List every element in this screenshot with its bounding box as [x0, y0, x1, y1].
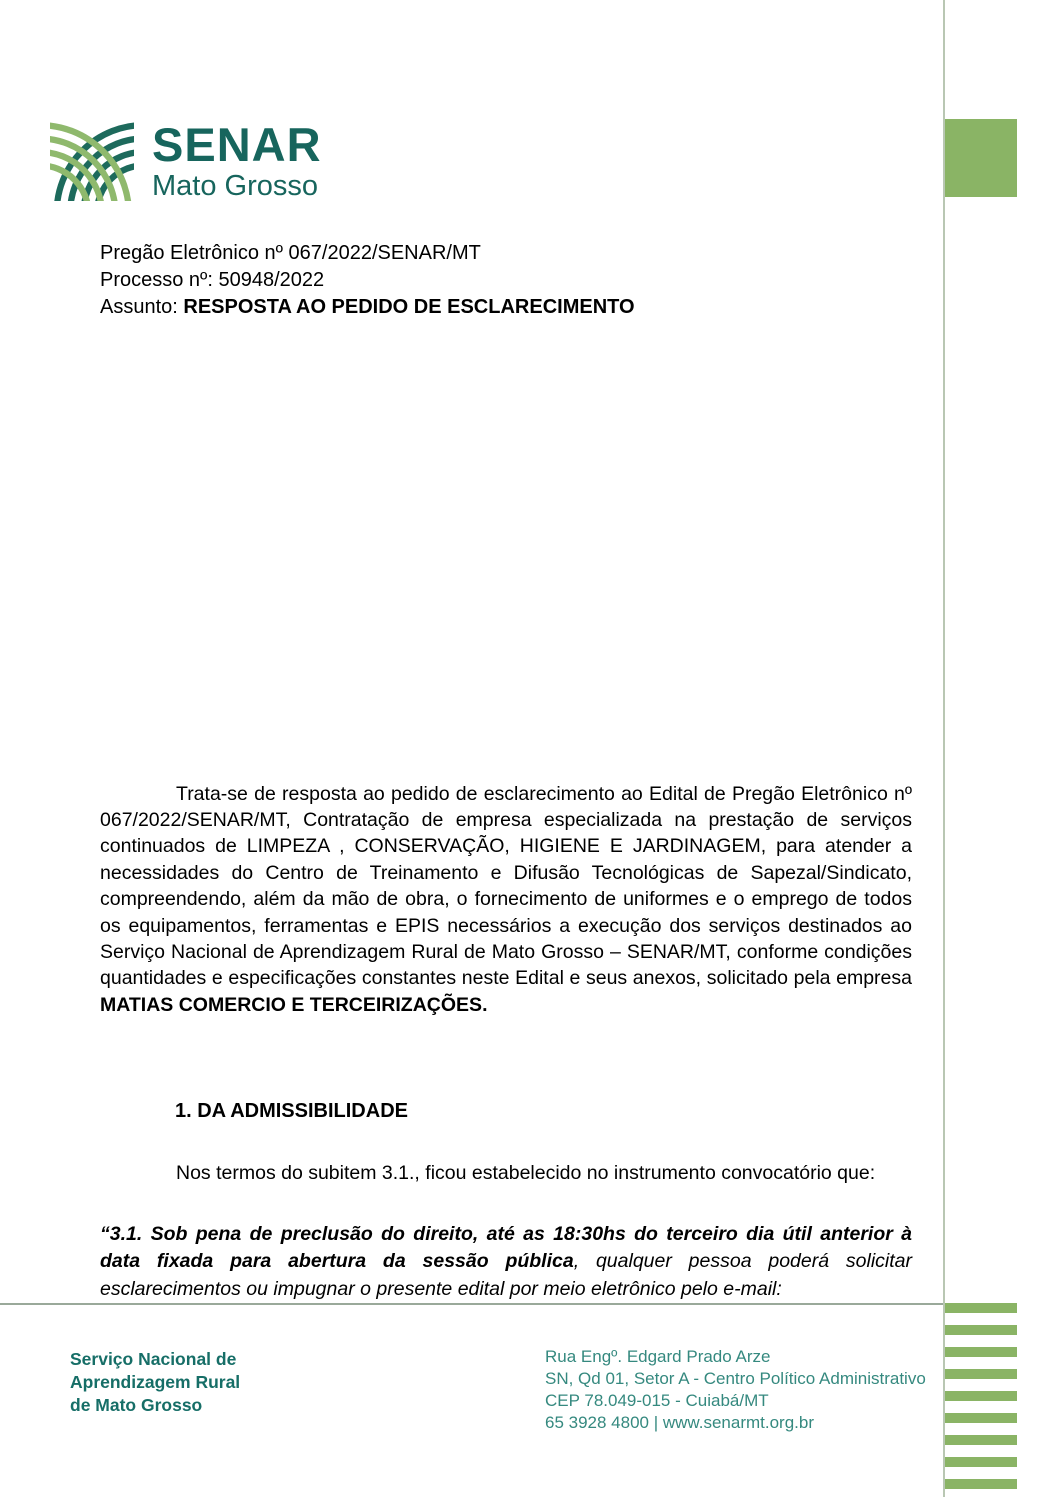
senar-logo	[50, 113, 322, 201]
auction-number-line: Pregão Eletrônico nº 067/2022/SENAR/MT	[100, 242, 481, 264]
subject-line	[100, 294, 635, 321]
intro-text: Trata-se de resposta ao pedido de esclarecimento ao Edital de Pregão Eletrônico nº 067/2022/SENAR/MT, Contratação de empresa especializada na prestação de serviços continuados de LIMPEZA , CONSERVAÇÃO, HIGIENE E JARDINAGEM, para atender a necessidades do Centro de Treinamento e Difusão Tecnológicas de Sapezal/Sindicato, compreendendo, além da mão de obra, o fornecimento de uniformes e o emprego de todos os equipamentos, ferramentas e EPIS necessários a execução dos serviços destinados ao Serviço Nacional de Aprendizagem Rural de Mato Grosso – SENAR/MT, conforme condições quantidades e especificações constantes neste Edital e seus anexos, solicitado pela empresa	[100, 782, 912, 990]
page-accent-line	[943, 0, 945, 1497]
footer-org-line: Serviço Nacional de	[70, 1349, 237, 1369]
subject-label: Assunto:	[100, 296, 184, 318]
accent-green-stripes	[945, 1303, 1017, 1497]
wheat-fan-icon	[50, 113, 134, 201]
requesting-company: MATIAS COMERCIO E TERCEIRIZAÇÕES.	[100, 993, 488, 1016]
footer-address	[545, 1346, 926, 1434]
footer-divider	[0, 1303, 943, 1305]
accent-green-square	[945, 119, 1017, 197]
footer-org-line: de Mato Grosso	[70, 1395, 203, 1415]
footer-organization	[70, 1348, 240, 1417]
quote-regular-part: , qualquer pessoa poderá solicitar esclarecimentos ou impugnar o presente edital por meio eletrônico pelo e-mail:	[100, 1250, 912, 1300]
reference-header	[100, 240, 635, 321]
quote-bold-part: “3.1. Sob pena de preclusão do direito, até as 18:30hs do terceiro dia útil anterior à data fixada para abertura da sessão pública	[100, 1222, 912, 1272]
logo-subtitle: Mato Grosso	[152, 170, 318, 202]
edital-quote-paragraph	[100, 1221, 912, 1304]
section-1-heading: 1. DA ADMISSIBILIDADE	[175, 1100, 408, 1122]
admissibility-paragraph: Nos termos do subitem 3.1., ficou estabelecido no instrumento convocatório que:	[176, 1161, 876, 1184]
footer-phone-website: 65 3928 4800 | www.senarmt.org.br	[545, 1413, 815, 1432]
subject-value: RESPOSTA AO PEDIDO DE ESCLARECIMENTO	[183, 296, 635, 318]
footer-address-street: Rua Engº. Edgard Prado Arze	[545, 1347, 771, 1366]
logo-text	[152, 113, 322, 201]
footer-address-cep: CEP 78.049-015 - Cuiabá/MT	[545, 1391, 769, 1410]
intro-paragraph	[100, 781, 912, 1019]
logo-title: SENAR	[152, 118, 322, 171]
footer-org-line: Aprendizagem Rural	[70, 1372, 241, 1392]
process-number-line: Processo nº: 50948/2022	[100, 269, 325, 291]
footer-address-district: SN, Qd 01, Setor A - Centro Político Administrativo	[545, 1369, 926, 1388]
